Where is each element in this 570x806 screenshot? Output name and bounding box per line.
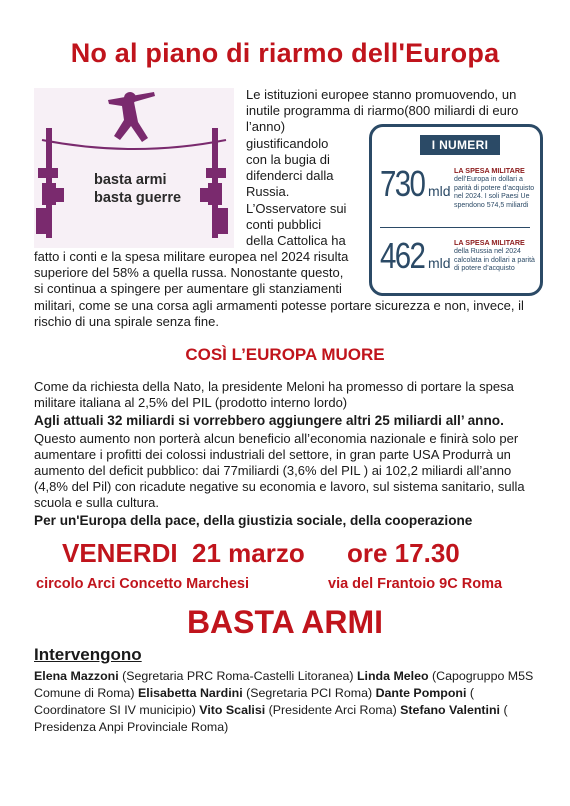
speaker-role: (Segretaria PCI Roma) bbox=[242, 686, 376, 700]
stat-europe-description: dell’Europa in dollari a parità di potere d’acquisto nel 2024. I soli Paesi Ue spendono 574,5 miliardi bbox=[454, 176, 535, 209]
poster-slogan-line1: basta armi bbox=[94, 172, 167, 188]
slogan-heading: BASTA ARMI bbox=[186, 604, 384, 640]
speaker-role: (Segretaria PRC Roma-Castelli Litoranea) bbox=[118, 669, 357, 683]
stat-russia-value: 462 bbox=[380, 235, 425, 276]
intro-line: difenderci dalla bbox=[246, 168, 334, 183]
stat-russia-heading: LA SPESA MILITARE bbox=[454, 238, 525, 247]
infobox-tab: I NUMERI bbox=[420, 135, 500, 155]
speaker-name: Elena Mazzoni bbox=[34, 669, 119, 683]
paragraph-nato: Come da richiesta della Nato, la presidente Meloni ha promesso di portare la spesa militare italiana al 2,5% del PIL (prodotto interno lordo) bbox=[34, 379, 514, 410]
intro-line: conti pubblici bbox=[246, 217, 322, 232]
speaker-name: Elisabetta Nardini bbox=[137, 686, 243, 700]
intro-line: si continua a spingere per aumentare gli stanziamenti bbox=[34, 281, 342, 296]
paragraph-aumento: Questo aumento non porterà alcun beneficio all’economia nazionale e finirà solo per aumentare i profitti dei colossi industriali del settore, in gran parte USA Produrrà un aumento del deficit pubblico: dai 77miliardi (3,6% del PIL ) ai 102,2 miliardi all’anno (4,8% del Pil) con ricadute negative su economia e lavoro, sul sistema sanitario, sulla scuola e sulla cultura. bbox=[34, 431, 525, 510]
intro-line: l’anno) bbox=[246, 119, 286, 134]
speaker-name: Dante Pomponi bbox=[375, 686, 467, 700]
speaker-role: (Capogruppo M5S Comune di Roma) bbox=[34, 669, 534, 700]
speaker-name: Linda Meleo bbox=[356, 669, 429, 683]
stat-europe-heading: LA SPESA MILITARE bbox=[454, 166, 525, 175]
intro-line: con la bugia di bbox=[246, 152, 330, 167]
poster-illustration bbox=[34, 88, 234, 248]
numbers-infobox bbox=[369, 124, 543, 296]
speakers-list bbox=[34, 668, 544, 736]
section-heading: COSÌ L’EUROPA MUORE bbox=[185, 345, 385, 364]
stat-europe-unit: mld bbox=[428, 183, 451, 199]
poster-slogan-line2: basta guerre bbox=[94, 190, 182, 206]
event-date: VENERDI 21 marzo bbox=[62, 538, 305, 568]
intro-line: L’Osservatore sui bbox=[246, 201, 347, 216]
intro-line: militari, come se una corsa agli armamenti potesse portare sicurezza e non, invece, il bbox=[34, 298, 524, 313]
speaker-name: Vito Scalisi bbox=[199, 703, 266, 717]
intro-line: rischio di una spirale senza fine. bbox=[34, 314, 219, 329]
speaker-role: ( Coordinatore SI IV municipio) bbox=[34, 686, 475, 717]
speakers-heading: Intervengono bbox=[34, 645, 142, 664]
intro-line: inutile programma di riarmo(800 miliardi di euro bbox=[246, 103, 519, 118]
intro-line: della Cattolica ha bbox=[246, 233, 346, 248]
speaker-role: (Presidente Arci Roma) bbox=[265, 703, 401, 717]
intro-line: giustificandolo bbox=[246, 136, 329, 151]
intro-line: fatto i conti e la spesa militare europea nel 2024 risulta bbox=[34, 249, 349, 264]
infobox-divider bbox=[380, 227, 530, 228]
event-address: via del Frantoio 9C Roma bbox=[328, 576, 503, 592]
paragraph-europa-pace: Per un'Europa della pace, della giustizia sociale, della cooperazione bbox=[34, 513, 473, 528]
intro-line: superiore del 58% a quella russa. Nonostante questo, bbox=[34, 265, 344, 280]
intro-line: Le istituzioni europee stanno promuovendo, un bbox=[246, 87, 517, 102]
intro-line: Russia. bbox=[246, 184, 290, 199]
stat-russia-description: della Russia nel 2024 calcolata in dollari a parità di potere d’acquisto bbox=[454, 248, 535, 272]
poster-graphic bbox=[34, 88, 234, 248]
event-venue: circolo Arci Concetto Marchesi bbox=[36, 576, 249, 592]
speaker-role: ( Presidenza Anpi Provinciale Roma) bbox=[34, 703, 508, 734]
paragraph-miliardi: Agli attuali 32 miliardi si vorrebbero aggiungere altri 25 miliardi all’ anno. bbox=[34, 413, 504, 428]
page-title: No al piano di riarmo dell'Europa bbox=[70, 38, 500, 68]
stat-europe-value: 730 bbox=[380, 163, 425, 204]
stat-russia-unit: mld bbox=[428, 255, 451, 271]
speaker-name: Stefano Valentini bbox=[400, 703, 500, 717]
event-time: ore 17.30 bbox=[347, 538, 460, 568]
